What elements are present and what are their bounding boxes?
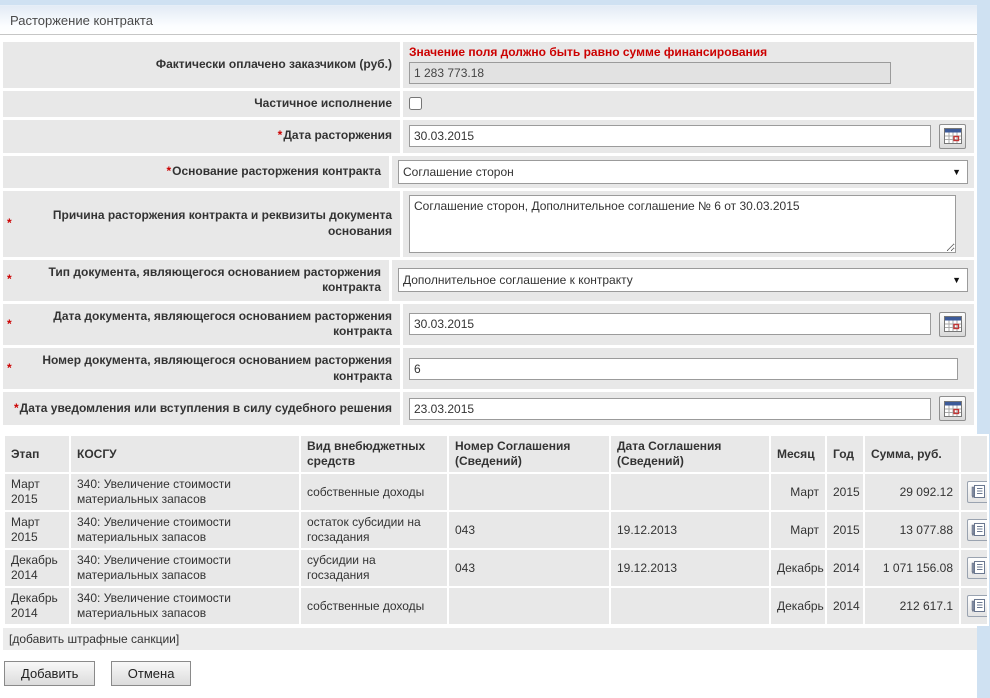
required-marker: * bbox=[7, 272, 12, 287]
table-header-row bbox=[5, 436, 987, 472]
financing-table-section bbox=[3, 434, 974, 650]
basis-document-date-label: Дата документа, являющегося основанием расторжения контракта bbox=[53, 308, 392, 339]
col-header-actions bbox=[961, 436, 987, 472]
cell-amount: 212 617.1 bbox=[865, 588, 959, 624]
cell-actions bbox=[961, 474, 987, 510]
cell-stage: Март 2015 bbox=[5, 474, 69, 510]
actual-paid-label: Фактически оплачено заказчиком (руб.) bbox=[155, 57, 392, 72]
cell-amount: 13 077.88 bbox=[865, 512, 959, 548]
form-row-termination-basis bbox=[3, 156, 974, 188]
cell-agreement-number bbox=[449, 588, 609, 624]
required-marker: * bbox=[14, 400, 19, 415]
cell-fund-type: собственные доходы bbox=[301, 588, 447, 624]
table-row bbox=[5, 512, 987, 548]
basis-document-date-input[interactable] bbox=[409, 313, 931, 335]
cell-stage: Март 2015 bbox=[5, 512, 69, 548]
col-header-agreement-number: Номер Соглашения (Сведений) bbox=[449, 436, 609, 472]
form-row-basis-document-date bbox=[3, 304, 974, 345]
cell-fund-type: субсидии на госзадания bbox=[301, 550, 447, 586]
form-row-notification-date bbox=[3, 392, 974, 425]
col-header-fund-type: Вид внебюджетных средств bbox=[301, 436, 447, 472]
form-row-basis-document-type bbox=[3, 260, 974, 301]
partial-execution-cell bbox=[403, 91, 974, 117]
cell-actions bbox=[961, 588, 987, 624]
submit-button[interactable]: Добавить bbox=[4, 661, 95, 686]
termination-basis-label: Основание расторжения контракта bbox=[172, 163, 381, 178]
table-row bbox=[5, 588, 987, 624]
cell-agreement-number bbox=[449, 474, 609, 510]
row-details-button[interactable] bbox=[967, 557, 987, 579]
col-header-kosgu: КОСГУ bbox=[71, 436, 299, 472]
cancel-button[interactable]: Отмена bbox=[111, 661, 192, 686]
cell-month: Март bbox=[771, 512, 825, 548]
cell-agreement-date: 19.12.2013 bbox=[611, 512, 769, 548]
required-marker: * bbox=[166, 163, 172, 178]
form-actions bbox=[3, 650, 974, 698]
field-label bbox=[3, 260, 389, 301]
form-row-basis-document-number bbox=[3, 348, 974, 389]
termination-reason-label: Причина расторжения контракта и реквизиты документа основания bbox=[52, 208, 392, 238]
cell-agreement-number: 043 bbox=[449, 512, 609, 548]
table-row bbox=[5, 550, 987, 586]
basis-document-type-cell bbox=[392, 260, 974, 301]
calendar-icon bbox=[944, 128, 962, 144]
cell-year: 2015 bbox=[827, 512, 863, 548]
cell-agreement-date bbox=[611, 474, 769, 510]
cell-agreement-date: 19.12.2013 bbox=[611, 550, 769, 586]
cell-kosgu: 340: Увеличение стоимости материальных запасов bbox=[71, 550, 299, 586]
table-row bbox=[5, 474, 987, 510]
field-label bbox=[3, 91, 400, 117]
termination-reason-textarea[interactable] bbox=[409, 195, 956, 253]
contract-termination-panel bbox=[0, 5, 977, 698]
cell-year: 2015 bbox=[827, 474, 863, 510]
col-header-month: Месяц bbox=[771, 436, 825, 472]
form-row-termination-reason bbox=[3, 191, 974, 257]
partial-execution-label: Частичное исполнение bbox=[254, 96, 392, 110]
financing-table bbox=[3, 434, 989, 626]
basis-document-number-label: Номер документа, являющегося основанием расторжения контракта bbox=[42, 352, 392, 383]
form-row-termination-date bbox=[3, 120, 974, 153]
cell-fund-type: собственные доходы bbox=[301, 474, 447, 510]
cell-month: Март bbox=[771, 474, 825, 510]
notification-date-cell bbox=[403, 392, 974, 425]
cell-year: 2014 bbox=[827, 550, 863, 586]
basis-document-date-cell bbox=[403, 304, 974, 345]
basis-document-type-select[interactable] bbox=[398, 268, 968, 292]
cell-amount: 1 071 156.08 bbox=[865, 550, 959, 586]
cell-month: Декабрь bbox=[771, 588, 825, 624]
row-details-button[interactable] bbox=[967, 481, 987, 503]
col-header-amount: Сумма, руб. bbox=[865, 436, 959, 472]
required-marker: * bbox=[7, 360, 12, 375]
field-label bbox=[3, 348, 400, 389]
actual-paid-input bbox=[409, 62, 891, 84]
partial-execution-checkbox[interactable] bbox=[409, 97, 422, 110]
page-title: Расторжение контракта bbox=[0, 6, 977, 35]
required-marker: * bbox=[7, 316, 12, 331]
actual-paid-cell bbox=[403, 42, 974, 88]
termination-reason-cell bbox=[403, 191, 974, 257]
termination-date-cell bbox=[403, 120, 974, 153]
notification-date-input[interactable] bbox=[409, 398, 931, 420]
dropdown-arrow-icon: ▼ bbox=[952, 166, 961, 177]
col-header-stage: Этап bbox=[5, 436, 69, 472]
calendar-icon bbox=[944, 316, 962, 332]
termination-basis-cell bbox=[392, 156, 974, 188]
add-penalties-link[interactable]: [добавить штрафные санкции] bbox=[3, 628, 977, 650]
cell-kosgu: 340: Увеличение стоимости материальных запасов bbox=[71, 474, 299, 510]
calendar-icon bbox=[944, 401, 962, 417]
cell-agreement-number: 043 bbox=[449, 550, 609, 586]
basis-document-number-cell bbox=[403, 348, 974, 389]
calendar-button[interactable] bbox=[939, 124, 966, 149]
cell-fund-type: остаток субсидии на госзадания bbox=[301, 512, 447, 548]
notification-date-label: Дата уведомления или вступления в силу судебного решения bbox=[19, 400, 392, 415]
basis-document-type-label: Тип документа, являющегося основанием расторжения контракта bbox=[48, 264, 381, 295]
validation-error: Значение поля должно быть равно сумме финансирования bbox=[409, 45, 768, 59]
cell-kosgu: 340: Увеличение стоимости материальных запасов bbox=[71, 512, 299, 548]
termination-basis-select[interactable] bbox=[398, 160, 968, 184]
field-label bbox=[3, 191, 400, 257]
document-icon bbox=[971, 560, 986, 575]
cell-month: Декабрь bbox=[771, 550, 825, 586]
col-header-agreement-date: Дата Соглашения (Сведений) bbox=[611, 436, 769, 472]
field-label bbox=[3, 120, 400, 153]
calendar-button[interactable] bbox=[939, 312, 966, 337]
dropdown-arrow-icon: ▼ bbox=[952, 275, 961, 286]
cell-year: 2014 bbox=[827, 588, 863, 624]
form-row-partial-execution bbox=[3, 91, 974, 117]
termination-form bbox=[0, 35, 977, 698]
document-icon bbox=[971, 522, 986, 537]
calendar-button[interactable] bbox=[939, 396, 966, 421]
cell-agreement-date bbox=[611, 588, 769, 624]
field-label bbox=[3, 304, 400, 345]
row-details-button[interactable] bbox=[967, 519, 987, 541]
col-header-year: Год bbox=[827, 436, 863, 472]
termination-date-input[interactable] bbox=[409, 125, 931, 147]
basis-document-number-input[interactable] bbox=[409, 358, 958, 380]
document-icon bbox=[971, 484, 986, 499]
cell-actions bbox=[961, 550, 987, 586]
termination-date-label: Дата расторжения bbox=[283, 128, 392, 143]
cell-stage: Декабрь 2014 bbox=[5, 550, 69, 586]
form-row-actual-paid bbox=[3, 42, 974, 88]
cell-stage: Декабрь 2014 bbox=[5, 588, 69, 624]
field-label bbox=[3, 392, 400, 425]
required-marker: * bbox=[7, 215, 12, 230]
field-label bbox=[3, 42, 400, 88]
cell-actions bbox=[961, 512, 987, 548]
cell-amount: 29 092.12 bbox=[865, 474, 959, 510]
field-label bbox=[3, 156, 389, 188]
cell-kosgu: 340: Увеличение стоимости материальных запасов bbox=[71, 588, 299, 624]
required-marker: * bbox=[277, 128, 283, 143]
